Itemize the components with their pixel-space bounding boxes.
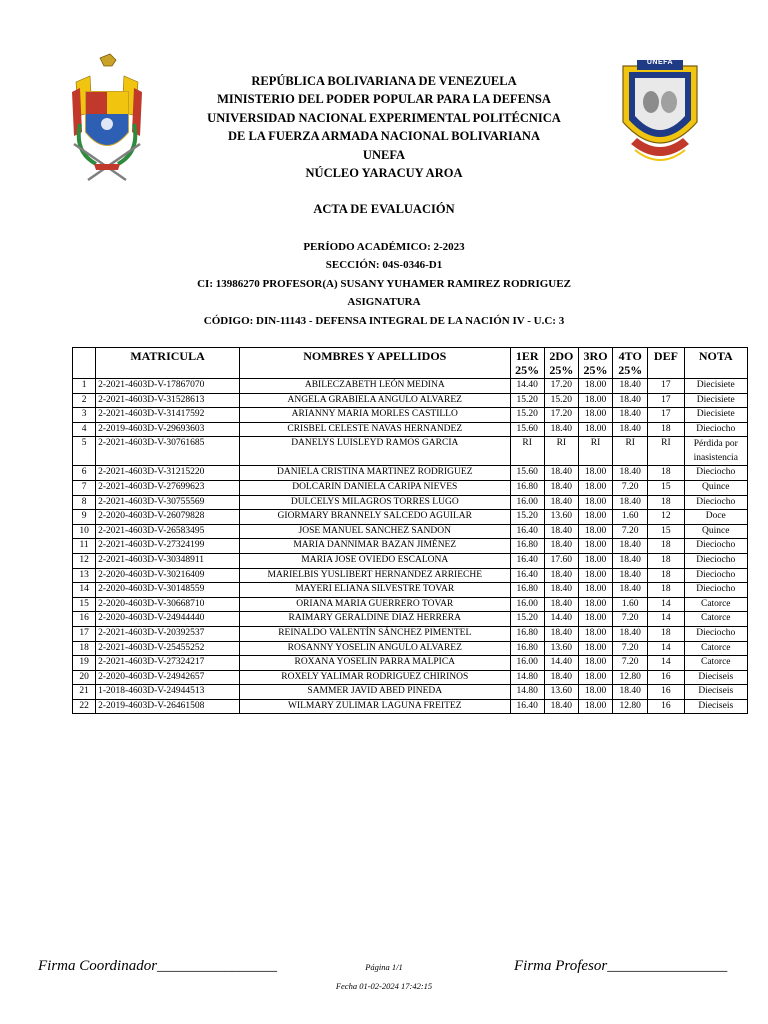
header-period-4-label: 4TO [618,349,642,363]
table-row [73,437,748,466]
row-matricula: 2-2021-4603D-V-27324199 [96,539,240,554]
row-grade-1: 16.80 [510,539,544,554]
row-def: 15 [648,480,684,495]
row-name: GIORMARY BRANNELY SALCEDO AGUILAR [239,510,510,525]
row-grade-1: 16.80 [510,626,544,641]
row-nota: Dieciocho [684,539,747,554]
row-grade-3: 18.00 [578,685,612,700]
row-grade-4: 18.40 [613,495,648,510]
row-matricula: 2-2021-4603D-V-27324217 [96,656,240,671]
row-grade-2: 18.40 [544,583,578,598]
row-number: 22 [73,699,96,714]
row-number: 16 [73,612,96,627]
table-row [73,553,748,568]
row-name: DANIELA CRISTINA MARTINEZ RODRIGUEZ [239,466,510,481]
row-grade-2: 18.40 [544,568,578,583]
row-number: 14 [73,583,96,598]
row-grade-1: 14.80 [510,685,544,700]
table-row [73,670,748,685]
row-number: 3 [73,408,96,423]
row-grade-3: 18.00 [578,626,612,641]
row-matricula: 2-2021-4603D-V-20392537 [96,626,240,641]
document-title: ACTA DE EVALUACIÓN [313,202,455,216]
row-grade-2: 18.40 [544,539,578,554]
row-name: ORIANA MARIA GUERRERO TOVAR [239,597,510,612]
section: SECCIÓN: 04S-0346-D1 [325,259,443,272]
table-row [73,568,748,583]
row-def: 18 [648,626,684,641]
row-matricula: 2-2020-4603D-V-26079828 [96,510,240,525]
row-matricula: 2-2020-4603D-V-30216409 [96,568,240,583]
row-grade-4: 18.40 [613,626,648,641]
grades-table [72,347,748,714]
table-row [73,656,748,671]
header-matricula: MATRICULA [96,348,240,379]
header-period-4-pct: 25% [618,363,643,377]
row-grade-2: 18.40 [544,466,578,481]
row-name: CRISBEL CELESTE NAVAS HERNANDEZ [239,422,510,437]
row-grade-1: 16.80 [510,641,544,656]
row-grade-4: 18.40 [613,685,648,700]
row-grade-4: 7.20 [613,656,648,671]
row-name: REINALDO VALENTÍN SÁNCHEZ PIMENTEL [239,626,510,641]
row-grade-1: 16.40 [510,699,544,714]
row-number: 18 [73,641,96,656]
row-grade-2: 18.40 [544,422,578,437]
row-grade-2: 13.60 [544,510,578,525]
row-name: DOLCARIN DANIELA CARIPA NIEVES [239,480,510,495]
table-row [73,641,748,656]
table-row [73,699,748,714]
row-matricula: 2-2021-4603D-V-17867070 [96,379,240,394]
table-row [73,539,748,554]
row-def: 18 [648,466,684,481]
row-grade-4: 18.40 [613,393,648,408]
row-grade-3: 18.00 [578,568,612,583]
row-grade-4: 7.20 [613,480,648,495]
row-nota: Catorce [684,656,747,671]
table-row [73,583,748,598]
row-matricula: 2-2020-4603D-V-24942657 [96,670,240,685]
row-grade-4: 18.40 [613,408,648,423]
table-row [73,510,748,525]
row-def: 16 [648,670,684,685]
row-number: 13 [73,568,96,583]
table-row [73,524,748,539]
row-grade-1: 16.80 [510,480,544,495]
row-nota: Dieciocho [684,466,747,481]
row-grade-4: 18.40 [613,568,648,583]
row-grade-3: 18.00 [578,393,612,408]
row-def: 18 [648,495,684,510]
row-grade-2: 18.40 [544,626,578,641]
unefa-logo-banner: UNEFA [646,59,674,66]
row-nota: Dieciocho [684,583,747,598]
row-def: 17 [648,393,684,408]
table-row [73,480,748,495]
row-grade-2: 14.40 [544,612,578,627]
row-grade-3: 18.00 [578,612,612,627]
row-name: JOSE MANUEL SANCHEZ SANDON [239,524,510,539]
course-info [120,238,648,330]
header-period-1-pct: 25% [515,363,540,377]
row-grade-2: 18.40 [544,495,578,510]
header-line-5: UNEFA [362,147,406,162]
table-row [73,597,748,612]
row-grade-2: 15.20 [544,393,578,408]
row-name: ROXELY YALIMAR RODRIGUEZ CHIRINOS [239,670,510,685]
row-number: 6 [73,466,96,481]
header-line-4: DE LA FUERZA ARMADA NACIONAL BOLIVARIANA [228,129,540,144]
row-grade-3: 18.00 [578,379,612,394]
row-grade-3: 18.00 [578,553,612,568]
row-nota: Diecisiete [684,379,747,394]
row-nota: Diecisiete [684,408,747,423]
row-name: ANGELA GRABIELA ANGULO ALVAREZ [239,393,510,408]
row-matricula: 2-2021-4603D-V-30761685 [96,437,240,466]
row-grade-3: 18.00 [578,539,612,554]
row-def: 18 [648,568,684,583]
header-nota: NOTA [684,348,747,379]
row-grade-4: 18.40 [613,539,648,554]
header-period-3-label: 3RO [583,349,608,363]
row-grade-2: RI [544,437,578,466]
header-nombres: NOMBRES Y APELLIDOS [239,348,510,379]
coordinator-signature-line: Firma Coordinador________________ [38,958,278,974]
row-grade-3: 18.00 [578,670,612,685]
row-def: 14 [648,597,684,612]
row-name: SAMMER JAVID ABED PINEDA [239,685,510,700]
header-period-2-label: 2DO [549,349,574,363]
table-row [73,408,748,423]
row-def: 18 [648,553,684,568]
row-nota: Diecisiete [684,393,747,408]
row-grade-3: 18.00 [578,480,612,495]
row-number: 17 [73,626,96,641]
row-name: MARIELBIS YUSLIBERT HERNANDEZ ARRIECHE [239,568,510,583]
row-number: 10 [73,524,96,539]
row-grade-1: 15.20 [510,393,544,408]
row-grade-2: 17.60 [544,553,578,568]
row-grade-4: 1.60 [613,597,648,612]
row-number: 9 [73,510,96,525]
row-def: 18 [648,422,684,437]
grades-body [73,379,748,714]
row-name: MARIA DANNIMAR BAZAN JIMÉNEZ [239,539,510,554]
row-def: 18 [648,583,684,598]
page-number: Página 1/1 [365,962,403,972]
table-row [73,495,748,510]
row-grade-2: 13.60 [544,685,578,700]
row-nota: Dieciseis [684,670,747,685]
row-grade-1: 16.40 [510,553,544,568]
row-number: 4 [73,422,96,437]
table-row [73,466,748,481]
row-grade-1: 14.40 [510,379,544,394]
row-grade-2: 18.40 [544,597,578,612]
row-grade-4: 1.60 [613,510,648,525]
table-row [73,685,748,700]
header-period-2 [544,348,578,379]
row-name: RAIMARY GERALDINE DIAZ HERRERA [239,612,510,627]
table-row [73,626,748,641]
row-number: 19 [73,656,96,671]
row-name: MAYERI ELIANA SILVESTRE TOVAR [239,583,510,598]
row-grade-3: 18.00 [578,524,612,539]
row-name: DANELYS LUISLEYD RAMOS GARCIA [239,437,510,466]
header-period-2-pct: 25% [549,363,574,377]
row-grade-4: 18.40 [613,379,648,394]
row-def: 17 [648,379,684,394]
header-period-1 [510,348,544,379]
row-grade-4: RI [613,437,648,466]
subject-code: CÓDIGO: DIN-11143 - DEFENSA INTEGRAL DE LA NACIÓN IV - U.C: 3 [203,314,565,327]
row-number: 5 [73,437,96,466]
row-def: 16 [648,699,684,714]
table-row [73,393,748,408]
row-name: ARIANNY MARIA MORLES CASTILLO [239,408,510,423]
row-nota: Dieciocho [684,626,747,641]
row-grade-2: 18.40 [544,670,578,685]
row-matricula: 2-2021-4603D-V-31417592 [96,408,240,423]
row-number: 8 [73,495,96,510]
professor-signature-line: Firma Profesor________________ [514,958,728,974]
row-grade-1: 16.40 [510,568,544,583]
header-period-3-pct: 25% [583,363,608,377]
row-nota: Quince [684,480,747,495]
row-def: 16 [648,685,684,700]
row-number: 2 [73,393,96,408]
row-matricula: 2-2020-4603D-V-30148559 [96,583,240,598]
table-row [73,379,748,394]
row-grade-1: 16.00 [510,656,544,671]
header-line-3: UNIVERSIDAD NACIONAL EXPERIMENTAL POLITÉCNICA [207,110,561,125]
row-matricula: 2-2019-4603D-V-29693603 [96,422,240,437]
row-grade-4: 18.40 [613,422,648,437]
row-grade-3: RI [578,437,612,466]
row-number: 12 [73,553,96,568]
row-def: 14 [648,641,684,656]
row-grade-1: 16.40 [510,524,544,539]
row-matricula: 2-2021-4603D-V-27699623 [96,480,240,495]
row-grade-3: 18.00 [578,699,612,714]
row-grade-1: 15.20 [510,510,544,525]
row-nota: Dieciseis [684,685,747,700]
row-matricula: 2-2020-4603D-V-24944440 [96,612,240,627]
table-header-row [73,348,748,379]
row-grade-1: RI [510,437,544,466]
row-number: 1 [73,379,96,394]
row-matricula: 2-2021-4603D-V-26583495 [96,524,240,539]
row-grade-3: 18.00 [578,495,612,510]
header-line-6: NÚCLEO YARACUY AROA [305,166,463,181]
header-period-1-label: 1ER [515,349,539,363]
academic-period: PERÍODO ACADÉMICO: 2-2023 [303,241,465,253]
row-grade-4: 7.20 [613,612,648,627]
row-matricula: 2-2021-4603D-V-31215220 [96,466,240,481]
row-nota: Dieciocho [684,495,747,510]
row-grade-3: 18.00 [578,597,612,612]
row-nota: Doce [684,510,747,525]
row-matricula: 2-2021-4603D-V-25455252 [96,641,240,656]
row-grade-1: 16.80 [510,583,544,598]
row-grade-4: 7.20 [613,641,648,656]
print-date: Fecha 01-02-2024 17:42:15 [335,981,433,991]
row-matricula: 2-2021-4603D-V-31528613 [96,393,240,408]
row-nota: Catorce [684,597,747,612]
subject-label: ASIGNATURA [347,296,421,309]
row-grade-1: 14.80 [510,670,544,685]
row-def: RI [648,437,684,466]
header-line-2: MINISTERIO DEL PODER POPULAR PARA LA DEFENSA [217,92,551,107]
row-def: 18 [648,539,684,554]
row-grade-2: 17.20 [544,379,578,394]
row-grade-2: 18.40 [544,480,578,495]
row-nota: Dieciocho [684,553,747,568]
row-name: ROSANNY YOSELIN ANGULO ALVAREZ [239,641,510,656]
row-name: ABILECZABETH LEÓN MEDINA [239,379,510,394]
row-grade-4: 18.40 [613,553,648,568]
header-line-1: REPÚBLICA BOLIVARIANA DE VENEZUELA [251,74,517,88]
row-grade-4: 18.40 [613,583,648,598]
row-grade-1: 16.00 [510,495,544,510]
row-def: 17 [648,408,684,423]
row-def: 15 [648,524,684,539]
row-grade-2: 17.20 [544,408,578,423]
row-grade-1: 15.20 [510,612,544,627]
row-grade-4: 18.40 [613,466,648,481]
row-grade-1: 15.60 [510,466,544,481]
row-nota: Dieciseis [684,699,747,714]
header-period-4 [613,348,648,379]
row-grade-4: 7.20 [613,524,648,539]
row-grade-3: 18.00 [578,510,612,525]
row-name: WILMARY ZULIMAR LAGUNA FREITEZ [239,699,510,714]
row-matricula: 2-2021-4603D-V-30348911 [96,553,240,568]
professor: CI: 13986270 PROFESOR(A) SUSANY YUHAMER RAMIREZ RODRIGUEZ [197,277,571,290]
row-name: DULCELYS MILAGROS TORRES LUGO [239,495,510,510]
row-number: 20 [73,670,96,685]
row-number: 11 [73,539,96,554]
row-nota: Catorce [684,641,747,656]
row-grade-2: 18.40 [544,524,578,539]
row-grade-2: 13.60 [544,641,578,656]
row-nota: Pérdida por inasistencia [684,437,747,466]
row-number: 7 [73,480,96,495]
row-matricula: 2-2019-4603D-V-26461508 [96,699,240,714]
table-row [73,612,748,627]
row-grade-3: 18.00 [578,408,612,423]
row-number: 15 [73,597,96,612]
header-num [73,348,96,379]
row-grade-3: 18.00 [578,422,612,437]
row-grade-3: 18.00 [578,641,612,656]
institution-header [170,72,598,182]
coat-of-arms-logo [66,52,148,188]
header-def: DEF [648,348,684,379]
row-nota: Quince [684,524,747,539]
unefa-logo [617,52,703,170]
header-period-3 [578,348,612,379]
row-name: MARIA JOSE OVIEDO ESCALONA [239,553,510,568]
row-grade-3: 18.00 [578,656,612,671]
row-grade-2: 14.40 [544,656,578,671]
row-def: 14 [648,612,684,627]
row-nota: Dieciocho [684,422,747,437]
table-row [73,422,748,437]
row-grade-1: 16.00 [510,597,544,612]
row-grade-4: 12.80 [613,670,648,685]
row-grade-4: 12.80 [613,699,648,714]
row-matricula: 2-2020-4603D-V-30668710 [96,597,240,612]
row-def: 12 [648,510,684,525]
row-name: ROXANA YOSELIN PARRA MALPICA [239,656,510,671]
row-matricula: 1-2018-4603D-V-24944513 [96,685,240,700]
row-number: 21 [73,685,96,700]
row-nota: Dieciocho [684,568,747,583]
row-grade-3: 18.00 [578,466,612,481]
row-grade-1: 15.60 [510,422,544,437]
row-nota: Catorce [684,612,747,627]
row-grade-3: 18.00 [578,583,612,598]
row-grade-1: 15.20 [510,408,544,423]
row-def: 14 [648,656,684,671]
row-matricula: 2-2021-4603D-V-30755569 [96,495,240,510]
row-grade-2: 18.40 [544,699,578,714]
